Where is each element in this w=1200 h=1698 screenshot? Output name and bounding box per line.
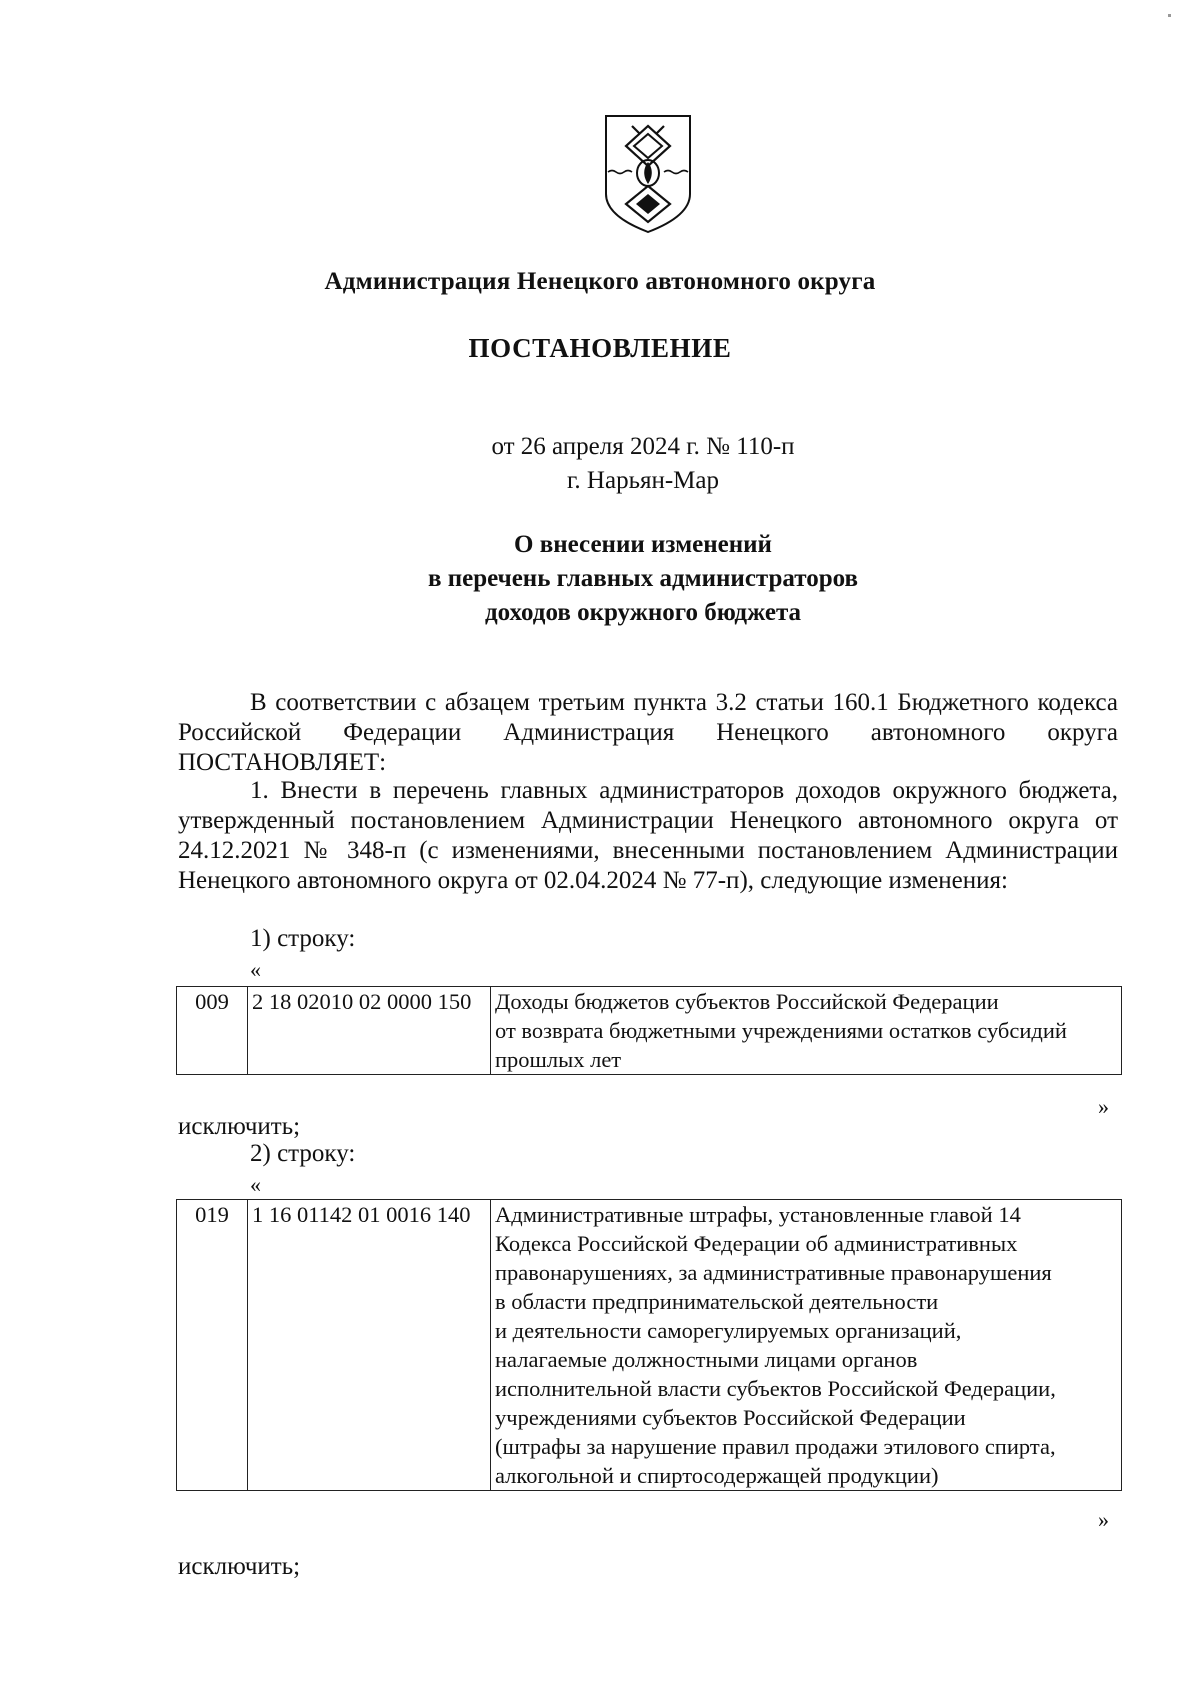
income-name-cell bbox=[491, 1200, 1122, 1491]
income-name-line: (штрафы за нарушение правил продажи этилового спирта, bbox=[495, 1434, 1056, 1459]
quote-open: « bbox=[250, 1172, 261, 1197]
admin-code-cell: 009 bbox=[177, 987, 248, 1075]
coat-of-arms-icon bbox=[602, 112, 694, 236]
document-date-number: от 26 апреля 2024 г. № 110-п bbox=[491, 433, 795, 460]
quote-close: » bbox=[1098, 1094, 1109, 1119]
scan-speck bbox=[1168, 14, 1171, 17]
subitem-2-label: 2) строку: bbox=[250, 1140, 356, 1167]
admin-code-cell: 019 bbox=[177, 1200, 248, 1491]
exclude-instruction: исключить; bbox=[178, 1113, 301, 1140]
income-name-line: алкогольной и спиртосодержащей продукции) bbox=[495, 1463, 939, 1488]
income-name-cell bbox=[491, 987, 1122, 1075]
income-name-line: исполнительной власти субъектов Российской Федерации, bbox=[495, 1376, 1056, 1401]
item-1-paragraph: 1. Внести в перечень главных администраторов доходов окружного бюджета, утвержденный постановлением Администрации Ненецкого автономного округа от 24.12.2021 № 348-п (с изменениями, внесенными постановлением Администрации Ненецкого автономного округа от 02.04.2024 № 77-п), следующие изменения: bbox=[178, 777, 1118, 894]
income-name-line: от возврата бюджетными учреждениями остатков субсидий bbox=[495, 1018, 1067, 1043]
income-name-line: и деятельности саморегулируемых организаций, bbox=[495, 1318, 962, 1343]
row-table-2 bbox=[176, 1199, 1122, 1491]
subject-line: в перечень главных администраторов bbox=[427, 565, 859, 592]
income-name-line: прошлых лет bbox=[495, 1047, 622, 1072]
income-name-line: Административные штрафы, установленные главой 14 bbox=[495, 1202, 1021, 1227]
row-table-1 bbox=[176, 986, 1122, 1075]
table-row bbox=[177, 987, 1122, 1075]
income-name-line: учреждениями субъектов Российской Федерации bbox=[495, 1405, 966, 1430]
kbk-code-cell: 2 18 02010 02 0000 150 bbox=[248, 987, 491, 1075]
income-name-line: в области предпринимательской деятельности bbox=[495, 1289, 939, 1314]
income-name-line: Кодекса Российской Федерации об административных bbox=[495, 1231, 1018, 1256]
income-name-line: Доходы бюджетов субъектов Российской Федерации bbox=[495, 989, 999, 1014]
subitem-1-label: 1) строку: bbox=[250, 925, 356, 952]
quote-open: « bbox=[250, 957, 261, 982]
table-row bbox=[177, 1200, 1122, 1491]
subject-line: доходов окружного бюджета bbox=[484, 599, 802, 626]
income-name-line: правонарушениях, за административные правонарушения bbox=[495, 1260, 1052, 1285]
exclude-instruction: исключить; bbox=[178, 1553, 301, 1580]
quote-close: » bbox=[1098, 1507, 1109, 1532]
preamble-paragraph: В соответствии с абзацем третьим пункта 3.2 статьи 160.1 Бюджетного кодекса Российской Федерации Администрация Ненецкого автономного округа ПОСТАНОВЛЯЕТ: bbox=[178, 689, 1118, 776]
document-type: ПОСТАНОВЛЕНИЕ bbox=[468, 333, 732, 363]
kbk-code-cell: 1 16 01142 01 0016 140 bbox=[248, 1200, 491, 1491]
document-subject bbox=[0, 528, 1200, 630]
subject-line: О внесении изменений bbox=[514, 531, 772, 558]
income-name-line: налагаемые должностными лицами органов bbox=[495, 1347, 918, 1372]
organization-title: Администрация Ненецкого автономного округа bbox=[324, 268, 876, 295]
document-city: г. Нарьян-Мар bbox=[566, 467, 719, 494]
